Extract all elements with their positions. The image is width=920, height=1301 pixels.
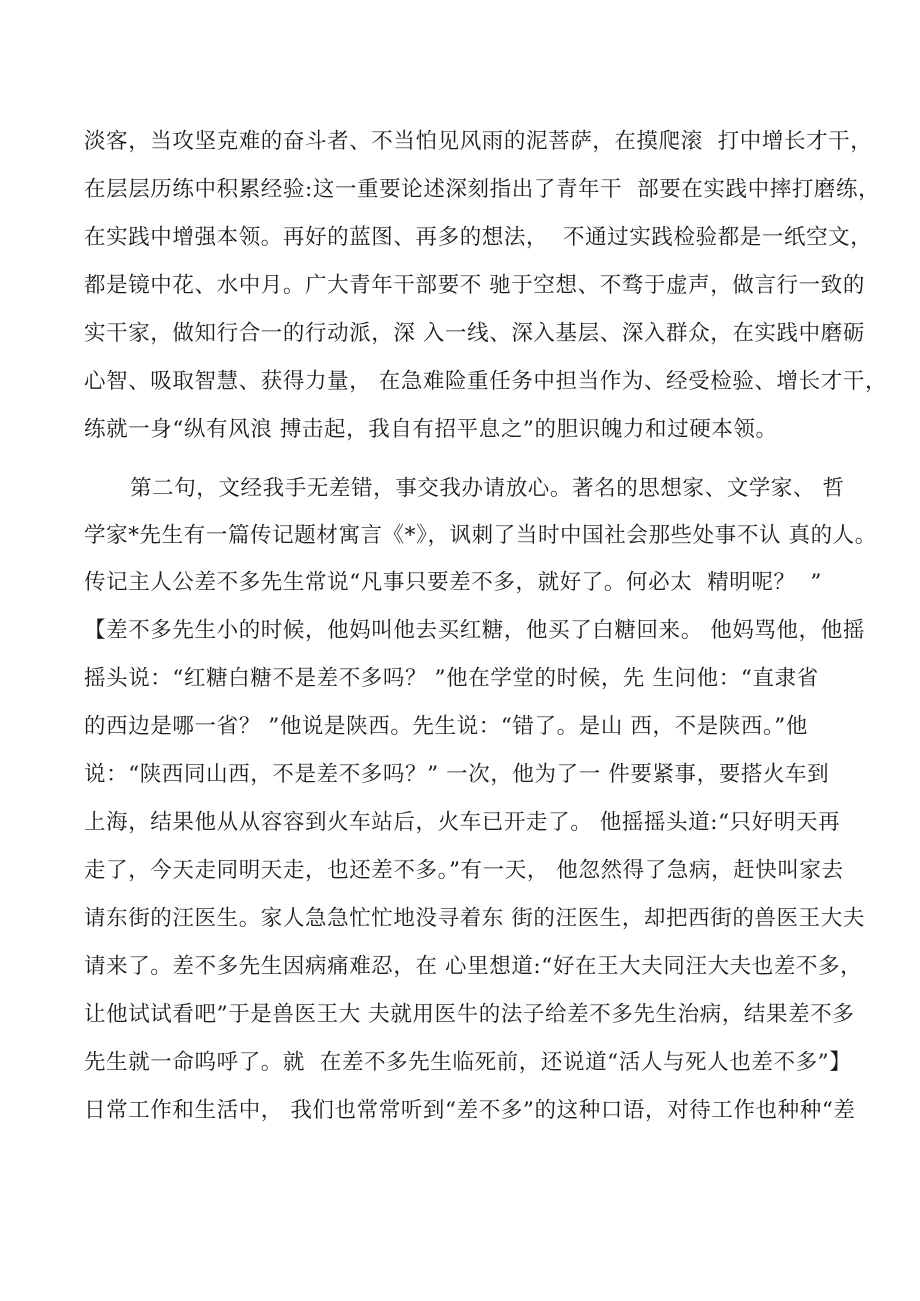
paragraph-2-line-12: 让他试试看吧”于是兽医王大 夫就用医牛的法子给差不多先生治病，结果差不多 xyxy=(84,1002,855,1027)
paragraph-2-line-10: 请东街的汪医生。家人急急忙忙地没寻着东 街的汪医生，却把西街的兽医王大夫 xyxy=(84,906,865,931)
paragraph-2-line-2: 学家*先生有一篇传记题材寓言《*》，讽刺了当时中国社会那些处事不认 真的人。 xyxy=(84,523,877,548)
paragraph-2-line-11: 请来了。差不多先生因病痛难忍，在 心里想道:“好在王大夫同汪大夫也差不多， xyxy=(84,954,863,979)
paragraph-2-line-3: 传记主人公差不多先生常说“凡事只要差不多，就好了。何必太 精明呢？ ” xyxy=(84,570,823,595)
paragraph-2-line-13: 先生就一命呜呼了。就 在差不多先生临死前，还说道“活人与死人也差不多”】 xyxy=(84,1050,852,1075)
paragraph-2-line-14: 日常工作和生活中， 我们也常常听到“差不多”的这种口语，对待工作也种种“差 xyxy=(84,1098,856,1123)
paragraph-2-line-8: 上海，结果他从从容容到火车站后，火车已开走了。 他摇摇头道:“只好明天再 xyxy=(84,810,841,835)
paragraph-2-line-5: 摇头说：“红糖白糖不是差不多吗？ ”他在学堂的时候，先 生问他：“直隶省 xyxy=(84,666,819,691)
paragraph-1-line-1: 淡客，当攻坚克难的奋斗者、不当怕见风雨的泥菩萨，在摸爬滚 打中增长才干， xyxy=(84,129,873,154)
paragraph-1-line-6: 心智、吸取智慧、获得力量， 在急难险重任务中担当作为、经受检验、增长才干， xyxy=(84,369,888,394)
paragraph-2-line-4: 【差不多先生小的时候，他妈叫他去买红糖，他买了白糖回来。 他妈骂他，他摇 xyxy=(84,618,865,643)
paragraph-2-line-9: 走了，今天走同明天走，也还差不多。”有一天， 他忽然得了急病，赶快叫家去 xyxy=(84,858,844,883)
paragraph-2-line-7: 说：“陕西同山西，不是差不多吗？” 一次，他为了一 件要紧事，要搭火车到 xyxy=(84,762,830,787)
paragraph-1-line-2: 在层层历练中积累经验:这一重要论述深刻指出了青年干 部要在实践中摔打磨练， xyxy=(84,177,881,202)
paragraph-1-line-4: 都是镜中花、水中月。广大青年干部要不 驰于空想、不骛于虚声，做言行一致的 xyxy=(84,273,865,298)
paragraph-2-line-1: 第二句，文经我手无差错，事交我办请放心。著名的思想家、文学家、 哲 xyxy=(130,476,845,501)
paragraph-1-line-5: 实干家，做知行合一的行动派，深 入一线、深入基层、深入群众，在实践中磨砺 xyxy=(84,321,865,346)
paragraph-1-line-3: 在实践中增强本领。再好的蓝图、再多的想法， 不通过实践检验都是一纸空文， xyxy=(84,225,873,250)
paragraph-2-line-6: 的西边是哪一省？ ”他说是陕西。先生说：“错了。是山 西，不是陕西。”他 xyxy=(84,714,808,739)
paragraph-1-line-7: 练就一身“纵有风浪 搏击起，我自有招平息之”的胆识魄力和过硬本领。 xyxy=(84,417,778,442)
